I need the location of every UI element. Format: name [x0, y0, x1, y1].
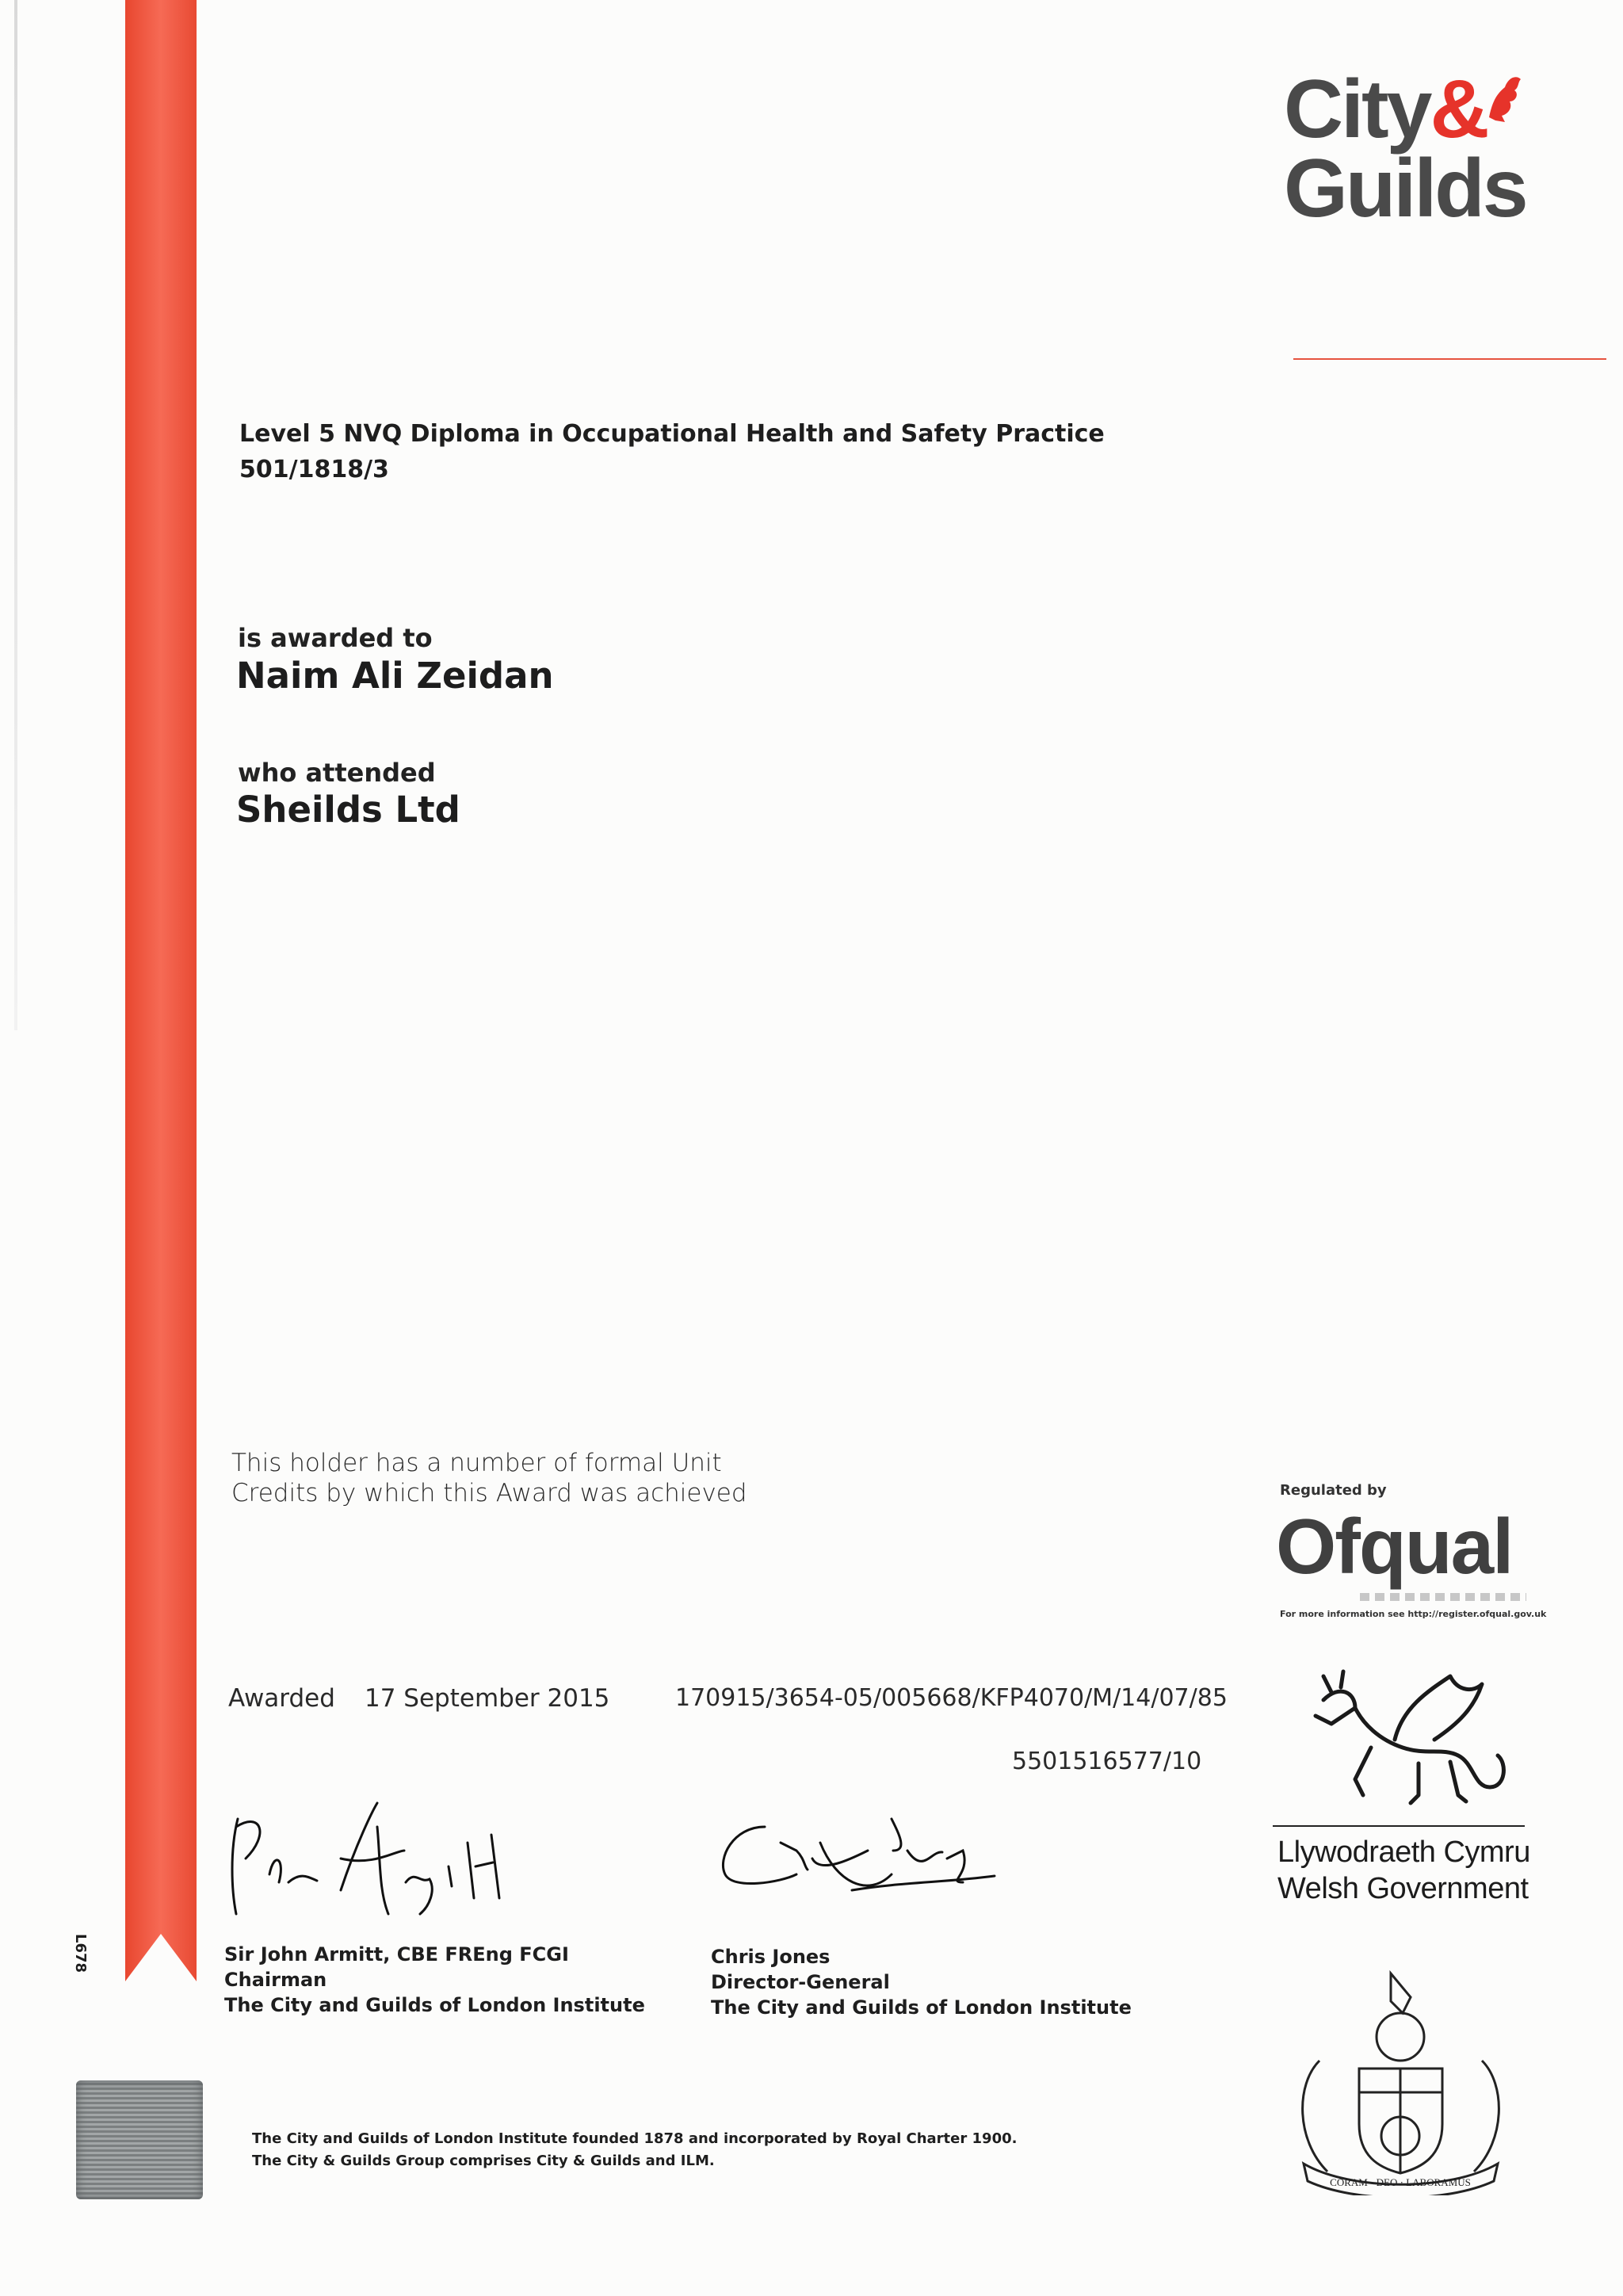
logo-city: City	[1284, 63, 1430, 155]
security-hologram	[76, 2080, 203, 2199]
credits-line-1: This holder has a number of formal Unit	[231, 1449, 722, 1477]
ofqual-info: For more information see http://register.ofqual.gov.uk	[1280, 1609, 1547, 1619]
logo-divider	[1293, 358, 1606, 360]
director-general-organisation: The City and Guilds of London Institute	[711, 1996, 1132, 2019]
qualification-title: Level 5 NVQ Diploma in Occupational Health and Safety Practice	[239, 420, 1105, 448]
red-ribbon	[125, 0, 197, 1981]
director-general-block	[711, 1944, 1132, 2020]
certificate-number: 5501516577/10	[1012, 1748, 1202, 1775]
credits-statement	[231, 1448, 786, 1508]
chairman-signature	[222, 1795, 523, 1922]
centre-name: Sheilds Ltd	[236, 789, 460, 831]
certificate-reference: 170915/3654-05/005668/KFP4070/M/14/07/85	[675, 1684, 1228, 1712]
ofqual-logo: Ofqual	[1276, 1503, 1513, 1590]
serial-code: L678	[72, 1934, 89, 1973]
chairman-block	[224, 1942, 645, 2018]
lion-icon	[1481, 70, 1526, 125]
director-general-name: Chris Jones	[711, 1946, 831, 1968]
logo-guilds: Guilds	[1284, 143, 1526, 235]
welsh-government-cymraeg: Llywodraeth Cymru	[1277, 1836, 1530, 1869]
qualification-code: 501/1818/3	[239, 456, 389, 483]
recipient-name: Naim Ali Zeidan	[236, 655, 554, 697]
crest-motto: CORAM · DEO · LABORAMUS	[1330, 2176, 1471, 2188]
regulated-by-label: Regulated by	[1280, 1482, 1387, 1499]
coat-of-arms-icon	[1272, 1966, 1529, 2195]
director-general-signature	[709, 1803, 1010, 1906]
logo-ampersand: &	[1430, 63, 1487, 155]
page-edge-shadow	[14, 0, 17, 1030]
welsh-dragon-icon	[1300, 1660, 1522, 1819]
attended-label: who attended	[238, 758, 436, 788]
city-and-guilds-logo	[1284, 63, 1545, 235]
director-general-role: Director-General	[711, 1971, 890, 1993]
welsh-government-english: Welsh Government	[1277, 1872, 1529, 1905]
chairman-role: Chairman	[224, 1969, 327, 1991]
awarded-label: Awarded	[228, 1684, 335, 1713]
awarded-to-label: is awarded to	[238, 623, 433, 653]
welsh-government-divider	[1273, 1825, 1525, 1827]
ofqual-dots	[1360, 1593, 1526, 1601]
footer-line-2: The City & Guilds Group comprises City & Guilds and ILM.	[252, 2153, 715, 2169]
chairman-organisation: The City and Guilds of London Institute	[224, 1994, 645, 2016]
chairman-name: Sir John Armitt, CBE FREng FCGI	[224, 1943, 569, 1966]
footer-line-1: The City and Guilds of London Institute founded 1878 and incorporated by Royal Charter 1900.	[252, 2130, 1018, 2147]
credits-line-2: Credits by which this Award was achieved	[231, 1479, 747, 1507]
awarded-date: 17 September 2015	[365, 1684, 610, 1713]
